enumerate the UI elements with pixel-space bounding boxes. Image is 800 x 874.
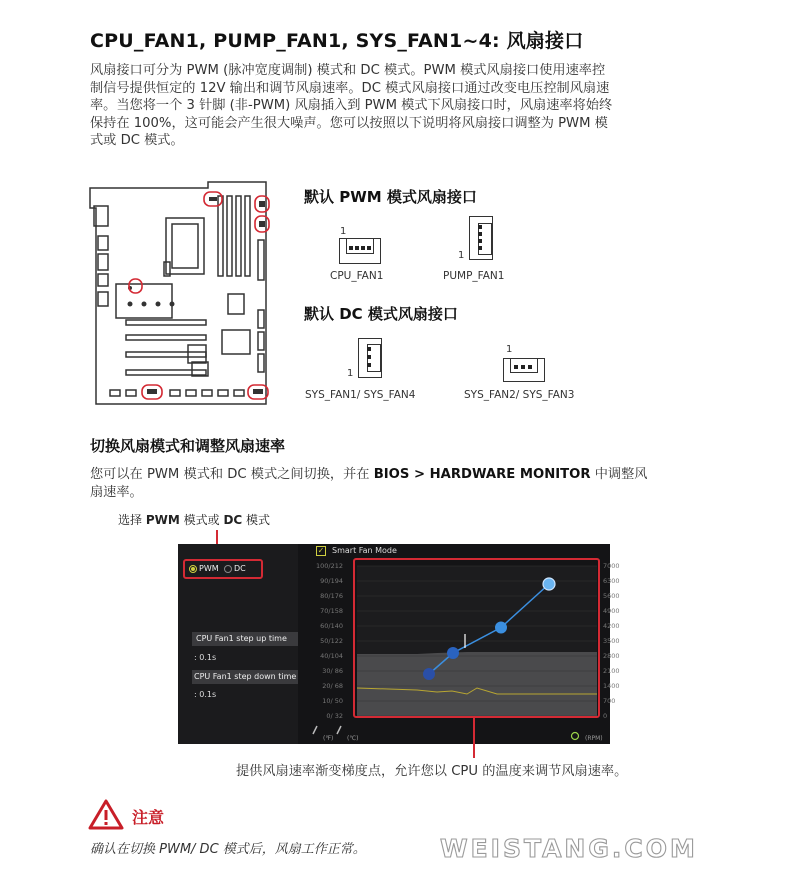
sys-fan23-connector-icon	[503, 358, 545, 382]
sys-fan23-label: SYS_FAN2/ SYS_FAN3	[464, 389, 575, 401]
switch-paragraph	[90, 466, 710, 501]
pwm-dc-selector[interactable]	[183, 559, 263, 579]
temp-tick-label: 10/ 50	[322, 697, 343, 705]
note-text: 确认在切换 PWM/ DC 模式后，风扇工作正常。	[90, 842, 366, 857]
intro-line: 保持在 100%，这可能会产生很大噪声。您可以按照以下说明将风扇接口调整为 PWM 模	[90, 115, 608, 131]
smart-fan-checkbox[interactable]: ✓	[317, 546, 325, 555]
smart-fan-label: Smart Fan Mode	[332, 546, 397, 555]
sys-fan14-label: SYS_FAN1/ SYS_FAN4	[305, 389, 416, 401]
callout-text: 选择	[118, 513, 146, 527]
temp-tick-label: 60/140	[320, 622, 343, 630]
step-up-value[interactable]: : 0.1s	[194, 653, 217, 662]
dc-radio[interactable]	[224, 565, 232, 573]
pump-fan1-pin-label: 1	[458, 250, 465, 261]
graph-highlight	[353, 558, 600, 718]
step-down-value[interactable]: : 0.1s	[194, 690, 217, 699]
select-mode-callout	[118, 511, 270, 528]
switch-text: 扇速率。	[90, 484, 143, 500]
pwm-heading: 默认 PWM 模式风扇接口	[304, 188, 477, 206]
switch-text: 您可以在 PWM 模式和 DC 模式之间切换，并在	[90, 467, 374, 482]
sys-fan14-connector-icon	[358, 338, 382, 378]
intro-line: 式或 DC 模式。	[90, 133, 184, 149]
cpu-fan1-pin-label: 1	[340, 226, 347, 237]
rpm-tick-label: 4200	[603, 622, 620, 630]
rpm-tick-label: 700	[603, 697, 616, 705]
graph-caption: 提供风扇速率渐变梯度点，允许您以 CPU 的温度来调节风扇速率。	[236, 764, 628, 779]
intro-line: 制信号提供恒定的 12V 输出和调节风扇速率。DC 模式风扇接口通过改变电压控制风扇速	[90, 80, 610, 96]
bios-path: BIOS > HARDWARE MONITOR	[373, 467, 591, 482]
unit-f-label: (℃)	[347, 735, 359, 742]
cpu-fan1-label: CPU_FAN1	[330, 270, 384, 282]
rpm-tick-label: 4900	[603, 607, 620, 615]
rpm-tick-label: 0	[603, 712, 608, 720]
pump-fan1-label: PUMP_FAN1	[443, 270, 505, 282]
temp-tick-label: 50/122	[320, 637, 343, 645]
temp-tick-label: 40/104	[320, 652, 343, 660]
intro-line: 率。当您将一个 3 针脚 (非-PWM) 风扇插入到 PWM 模式下风扇接口时，风扇速率将始终	[90, 98, 613, 114]
sys-fan23-pin-label: 1	[506, 344, 513, 355]
unit-rpm-label: (RPM)	[585, 735, 603, 742]
temp-tick-label: 20/ 68	[322, 682, 343, 690]
temp-tick-label: 70/158	[320, 607, 343, 615]
temp-tick-label: 80/176	[320, 592, 343, 600]
dc-radio-label: DC	[234, 564, 246, 573]
motherboard-diagram	[88, 180, 278, 410]
watermark: WEISTANG.COM	[440, 834, 698, 863]
warning-icon	[88, 798, 124, 830]
rpm-tick-label: 5600	[603, 592, 620, 600]
temp-tick-label: 90/194	[320, 577, 343, 585]
cpu-fan1-connector-icon	[339, 238, 381, 264]
callout-text: 模式或	[179, 513, 224, 527]
pump-fan1-connector-icon	[469, 216, 493, 260]
step-down-label: CPU Fan1 step down time	[194, 672, 297, 681]
temp-tick-label: 100/212	[315, 562, 343, 570]
temp-tick-label: 30/ 86	[322, 667, 343, 675]
callout-text: 模式	[242, 513, 271, 527]
rpm-tick-label: 2100	[603, 667, 620, 675]
rpm-tick-label: 7000	[603, 562, 620, 570]
rpm-tick-label: 6300	[603, 577, 620, 585]
rpm-tick-label: 3500	[603, 637, 620, 645]
intro-paragraph	[90, 62, 720, 150]
temp-tick-label: 0/ 32	[326, 712, 343, 720]
thermometer-icon	[313, 726, 341, 734]
intro-line: 风扇接口可分为 PWM (脉冲宽度调制) 模式和 DC 模式。PWM 模式风扇接口使用速率控	[90, 63, 606, 78]
switch-heading: 切换风扇模式和调整风扇速率	[90, 437, 286, 455]
page-title: CPU_FAN1, PUMP_FAN1, SYS_FAN1~4: 风扇接口	[90, 30, 584, 52]
callout-dc: DC	[223, 513, 243, 527]
caption-line	[473, 718, 475, 758]
pwm-radio[interactable]	[189, 565, 197, 573]
pwm-radio-label: PWM	[199, 564, 219, 573]
step-up-label: CPU Fan1 step up time	[196, 634, 287, 643]
step-up-row[interactable]	[192, 632, 298, 646]
fan-icon	[572, 733, 579, 740]
rpm-tick-label: 1400	[603, 682, 620, 690]
switch-text: 中调整风	[590, 467, 648, 482]
dc-heading: 默认 DC 模式风扇接口	[304, 305, 458, 323]
callout-pwm: PWM	[145, 513, 180, 527]
step-down-row[interactable]	[192, 670, 298, 684]
note-title: 注意	[132, 808, 165, 827]
rpm-tick-label: 2800	[603, 652, 620, 660]
sys-fan14-pin-label: 1	[347, 368, 354, 379]
unit-c-label: (℉)	[323, 735, 334, 742]
